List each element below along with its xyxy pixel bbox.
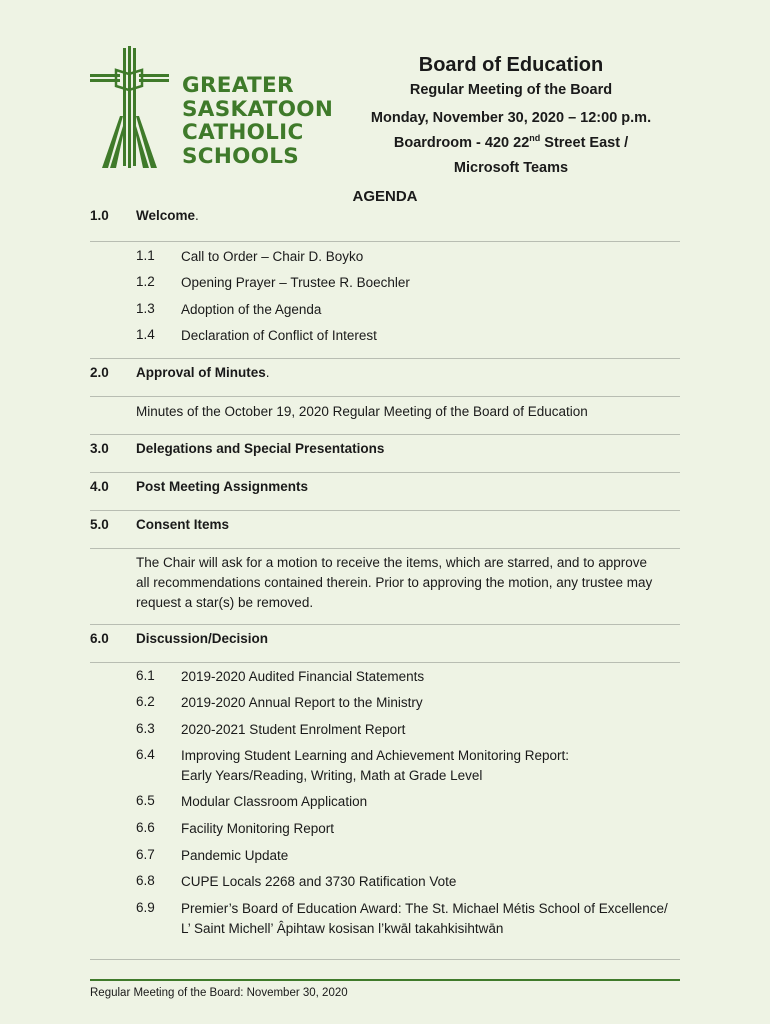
divider [90, 472, 680, 473]
divider [90, 548, 680, 549]
item-text-line: L’ Saint Michell’ Âpihtaw kosisan l’kwāl takahkisihtwān [181, 921, 504, 936]
section-title-text: Approval of Minutes [136, 365, 266, 380]
divider [90, 396, 680, 397]
item-number: 1.4 [136, 327, 155, 342]
location-ordinal: nd [529, 133, 541, 144]
section-title: Discussion/Decision [136, 631, 269, 646]
logo-line-2: SASKATOON [182, 96, 334, 122]
item-number: 6.8 [136, 873, 155, 888]
divider [90, 959, 680, 960]
item-text: Adoption of the Agenda [181, 302, 322, 317]
item-text: Facility Monitoring Report [181, 821, 335, 836]
section-title: Post Meeting Assignments [136, 479, 309, 494]
item-number: 1.2 [136, 274, 155, 289]
item-number: 6.2 [136, 694, 155, 709]
section-title-punct: . [195, 208, 199, 223]
item-text: CUPE Locals 2268 and 3730 Ratification Vote [181, 874, 457, 889]
item-text: Modular Classroom Application [181, 794, 368, 809]
item-text: Opening Prayer – Trustee R. Boechler [181, 275, 410, 290]
item-text: Call to Order – Chair D. Boyko [181, 249, 364, 264]
item-number: 6.6 [136, 820, 155, 835]
logo-line-1: GREATER [182, 73, 294, 98]
item-text [181, 899, 668, 939]
divider [90, 241, 680, 242]
section-title-punct: . [265, 365, 270, 380]
section-title-text: Welcome [136, 208, 196, 223]
agenda-heading: AGENDA [352, 188, 418, 205]
logo-line-4: SCHOOLS [182, 143, 300, 169]
footer-rule [90, 979, 680, 981]
item-number: 6.7 [136, 847, 155, 862]
meeting-location-line-2: Microsoft Teams [453, 160, 569, 176]
item-text: Pandemic Update [181, 848, 289, 863]
section-number: 3.0 [90, 441, 109, 456]
divider [90, 510, 680, 511]
item-text: 2019-2020 Annual Report to the Ministry [181, 695, 423, 710]
item-text [181, 746, 569, 786]
item-text: Declaration of Conflict of Interest [181, 328, 377, 343]
item-text: 2020-2021 Student Enrolment Report [181, 722, 406, 737]
section-title [136, 208, 199, 223]
meeting-location [361, 135, 661, 151]
section-number: 2.0 [90, 365, 109, 380]
section-number: 4.0 [90, 479, 109, 494]
meeting-date-time: Monday, November 30, 2020 – 12:00 p.m. [370, 110, 652, 126]
logo-wordmark [182, 74, 333, 168]
item-text: 2019-2020 Audited Financial Statements [181, 669, 425, 684]
document-title: Board of Education [418, 54, 604, 76]
body-line: all recommendations contained therein. Prior to approving the motion, any trustee may [136, 575, 653, 590]
body-line: request a star(s) be removed. [136, 595, 314, 610]
item-number: 6.5 [136, 793, 155, 808]
item-number: 6.9 [136, 900, 155, 915]
logo-line-3: CATHOLIC [182, 120, 304, 145]
location-suffix: Street East / [540, 135, 629, 151]
body-line: The Chair will ask for a motion to receive the items, which are starred, and to approve [136, 555, 647, 570]
section-number: 6.0 [90, 631, 109, 646]
section-title: Delegations and Special Presentations [136, 441, 385, 456]
item-number: 6.3 [136, 721, 155, 736]
section-title [136, 365, 270, 380]
item-text-line: Premier’s Board of Education Award: The St. Michael Métis School of Excellence/ [181, 901, 668, 916]
section-title: Consent Items [136, 517, 230, 532]
section-body: Minutes of the October 19, 2020 Regular Meeting of the Board of Education [136, 404, 588, 419]
divider [90, 358, 680, 359]
item-number: 1.1 [136, 248, 155, 263]
location-prefix: Boardroom - 420 22 [393, 135, 530, 151]
meeting-subtitle: Regular Meeting of the Board [409, 82, 613, 98]
item-text-line: Early Years/Reading, Writing, Math at Grade Level [181, 768, 483, 783]
section-body [136, 553, 736, 613]
item-text-line: Improving Student Learning and Achievement Monitoring Report: [181, 748, 569, 763]
item-number: 1.3 [136, 301, 155, 316]
cross-book-icon [90, 46, 180, 170]
section-number: 1.0 [90, 208, 109, 223]
divider [90, 624, 680, 625]
school-logo [90, 46, 334, 170]
item-number: 6.4 [136, 747, 155, 762]
divider [90, 434, 680, 435]
page-footer: Regular Meeting of the Board: November 30, 2020 [90, 987, 348, 999]
divider [90, 662, 680, 663]
section-number: 5.0 [90, 517, 109, 532]
item-number: 6.1 [136, 668, 155, 683]
